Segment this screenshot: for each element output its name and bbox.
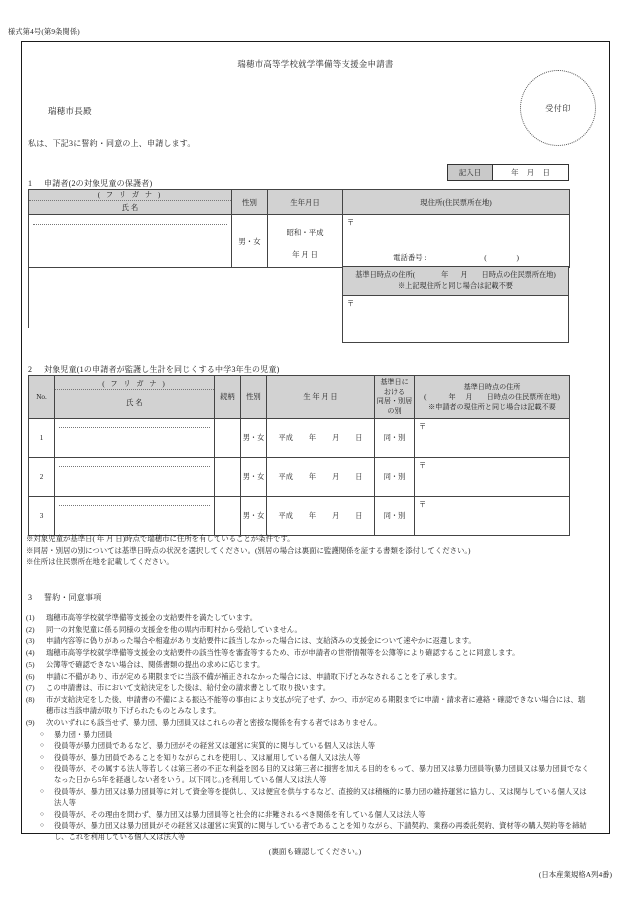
table-header-row (29, 190, 570, 215)
cohabit-l2: おける (383, 387, 406, 396)
tel-paren-close: ) (516, 253, 519, 262)
child-name-input-1[interactable] (55, 419, 215, 458)
child-gender-header: 性別 (241, 376, 267, 419)
base-date-addr-l1b: 日時点の住民票所在地) (481, 271, 556, 279)
applicant-name-header (29, 190, 232, 215)
child-no-2: 2 (29, 458, 55, 497)
applicant-table (28, 189, 570, 268)
child-era-2: 平成 (278, 473, 293, 481)
table-header-row (29, 376, 570, 419)
child-era-3: 平成 (278, 512, 293, 520)
applicant-ymd: 年 月 日 (292, 249, 318, 259)
base-date-address-table (342, 266, 569, 343)
child-cohabit-header (375, 376, 415, 419)
cohabit-l1: 基準日に (380, 378, 409, 386)
child-addr-l2b: 日時点の住民票所在地) (486, 393, 560, 401)
pledge-item-text: 申請に不備があり、市が定める期限までに当該不備が補正されなかった場合には、申請取下げとみなされることを了承します。 (46, 671, 462, 681)
base-date-address-header-row (343, 267, 569, 296)
bullet-item (26, 740, 592, 751)
pledge-item-number: (6) (26, 671, 35, 681)
page-title: 瑞穂市高等学校就学準備等支援金申請書 (237, 60, 394, 69)
note-line: ※同居・別居の別については基準日時点の状況を選択してください。(別居の場合は裏面に監護関係を証する書類を添付してください。) (26, 545, 471, 555)
bullet-item (26, 820, 592, 843)
paper-standard-note: (日本産業規格A列4番) (538, 870, 612, 879)
pledge-item-number: (8) (26, 694, 35, 704)
child-cohabit-input-2[interactable]: 同・別 (375, 458, 415, 497)
entry-date-box[interactable] (447, 164, 569, 181)
applicant-name-input[interactable] (29, 215, 232, 268)
section-2-heading (28, 364, 280, 375)
child-birthdate-input-1[interactable] (267, 419, 375, 458)
pledge-item-text: 公簿等で確認できない場合は、関係書類の提出の求めに応じます。 (46, 659, 265, 669)
base-date-address-input-row[interactable] (343, 296, 569, 343)
furigana-dotted-line (59, 427, 210, 428)
pledge-list (26, 612, 592, 843)
child-address-input-1[interactable] (415, 419, 570, 458)
pledge-item (26, 717, 592, 728)
applicant-gender-header: 性別 (232, 190, 268, 215)
postal-mark-icon: 〒 (419, 501, 427, 509)
postal-mark-icon: 〒 (419, 462, 427, 470)
bullet-text: 役員等が、その理由を問わず、暴力団又は暴力団員等と社会的に非難されるべき関係を有している個人又は法人等 (54, 809, 426, 819)
child-name-header (55, 376, 215, 419)
table-row[interactable] (29, 458, 570, 497)
name-label: 氏 名 (121, 203, 139, 212)
child-birthdate-input-2[interactable] (267, 458, 375, 497)
child-address-input-3[interactable] (415, 497, 570, 536)
bullet-item (26, 809, 592, 820)
section-3-number: 3 (28, 593, 33, 602)
child-month-3: 月 (332, 512, 340, 520)
child-day-1: 日 (355, 434, 363, 442)
child-addr-l2a: ( (424, 393, 427, 401)
pledge-item-number: (2) (26, 624, 35, 634)
tel-paren-open: ( (484, 253, 487, 262)
pledge-item-text: 申請内容等に偽りがあった場合や相違があり支給要件に該当しなかった場合には、支給済みの支援金について速やかに返還します。 (46, 636, 476, 646)
pledge-item (26, 635, 592, 646)
intro-text: 私は、下記3に誓約・同意の上、申請します。 (28, 139, 196, 148)
receipt-stamp-label: 受付印 (545, 103, 571, 113)
entry-date-fields[interactable] (493, 165, 568, 180)
applicant-left-blank-area (28, 266, 343, 328)
circle-bullet-icon: ○ (40, 742, 44, 750)
section-2-title: 対象児童(1の申請者が監護し生計を同じくする中学3年生の児童) (44, 365, 280, 374)
furigana-dotted-line (59, 466, 210, 467)
bullet-item (26, 763, 592, 786)
base-date-addr-year: 年 (441, 271, 449, 279)
child-year-3: 年 (308, 512, 317, 520)
receipt-stamp-circle (520, 70, 596, 146)
child-birthdate-input-3[interactable] (267, 497, 375, 536)
section-2-notes (26, 533, 586, 568)
child-relation-input-2[interactable] (215, 458, 241, 497)
base-date-addr-l2: ※上記現住所と同じ場合は記載不要 (397, 282, 513, 290)
circle-bullet-icon: ○ (40, 730, 44, 738)
cohabit-l3: 同居・別居 (376, 397, 413, 405)
child-day-3: 日 (355, 512, 363, 520)
base-date-addr-month: 月 (460, 271, 468, 279)
pledge-item (26, 612, 592, 623)
form-number: 様式第4号(第9条関係) (8, 28, 80, 36)
furigana-dotted-line (33, 224, 227, 225)
tel-label: 電話番号 : (393, 253, 427, 262)
child-relation-header: 続柄 (215, 376, 241, 419)
postal-mark-icon: 〒 (347, 300, 355, 308)
child-relation-input-3[interactable] (215, 497, 241, 536)
child-era-1: 平成 (278, 434, 293, 442)
entry-date-label: 記入日 (448, 165, 493, 180)
applicant-gender-input[interactable]: 男・女 (232, 215, 268, 268)
applicant-birthdate-header: 生年月日 (268, 190, 343, 215)
pledge-item (26, 659, 592, 670)
applicant-address-header: 現住所(住民票所在地) (343, 190, 570, 215)
child-year-1: 年 (308, 434, 317, 442)
section-3-title: 誓約・同意事項 (44, 593, 102, 602)
pledge-item-number: (1) (26, 613, 35, 622)
table-input-row[interactable] (29, 215, 570, 268)
table-row[interactable] (29, 419, 570, 458)
applicant-tel-line[interactable] (343, 252, 569, 263)
pledge-item (26, 624, 592, 635)
circle-bullet-icon: ○ (40, 810, 44, 818)
child-addr-l3: ※申請者の現住所と同じ場合は記載不要 (428, 403, 556, 411)
base-date-address-header (343, 267, 569, 296)
base-date-address-input[interactable] (343, 296, 569, 343)
entry-date-month: 月 (526, 168, 535, 177)
pledge-item-text: 同一の対象児童に係る同様の支援金を他の県内市町村から受給していません。 (46, 624, 302, 634)
child-name-input-3[interactable] (55, 497, 215, 536)
child-relation-input-1[interactable] (215, 419, 241, 458)
child-month-2: 月 (332, 473, 340, 481)
section-1-number: 1 (28, 179, 33, 188)
applicant-address-input[interactable] (343, 215, 570, 268)
pledge-item-number: (3) (26, 636, 35, 646)
bullet-text: 役員等が、その属する法人等若しくは第三者の不正な利益を図る目的又は第三者に損害を加える目的をもって、暴力団又は暴力団員等(暴力団員又は暴力団員でなくなった日から5年を経過しない者をいう。以下同じ。)を利用している個人又は法人等 (54, 763, 589, 785)
name-label: 氏 名 (126, 398, 143, 407)
pledge-item (26, 647, 592, 658)
pledge-item (26, 682, 592, 693)
entry-date-year: 年 (511, 168, 519, 177)
child-month-1: 月 (332, 434, 340, 442)
child-day-2: 日 (355, 473, 363, 481)
pledge-item-text: 次のいずれにも該当せず、暴力団、暴力団員又はこれらの者と密接な関係を有する者ではありません。 (46, 718, 382, 728)
child-no-1: 1 (29, 419, 55, 458)
pledge-item-text: 瑞穂市高等学校就学準備等支援金の支給要件の該当性等を審査等するため、市が申請者の世帯情報等を公簿等により確認することに同意します。 (46, 648, 520, 658)
bullet-text: 暴力団・暴力団員 (54, 729, 113, 739)
furigana-label: ( フ リ ガ ナ ) (55, 379, 214, 390)
base-date-addr-l1a: 基準日時点の住所( (355, 271, 416, 279)
target-children-table (28, 375, 570, 536)
circle-bullet-icon: ○ (40, 753, 44, 761)
section-3-heading (28, 592, 101, 603)
pledge-item-number: (4) (26, 648, 35, 658)
applicant-era-options: 昭和・平成 (286, 227, 324, 237)
child-no-3: 3 (29, 497, 55, 536)
section-1-heading (28, 178, 152, 189)
child-gender-input-2[interactable]: 男・女 (241, 458, 267, 497)
child-cohabit-input-1[interactable]: 同・別 (375, 419, 415, 458)
circle-bullet-icon: ○ (40, 787, 44, 795)
bullet-text: 役員等が、暴力団又は暴力団員がその経営又は運営に実質的に関与している者であることを知りながら、下請契約、業務の再委託契約、資材等の購入契約等を締結し、これを利用している個人又は法人等 (54, 820, 587, 842)
pledge-item-number: (7) (26, 683, 35, 693)
child-cohabit-input-3[interactable]: 同・別 (375, 497, 415, 536)
furigana-dotted-line (59, 505, 210, 506)
entry-date-day: 日 (542, 168, 550, 177)
note-line: ※住所は住民票所在地を記載してください。 (26, 557, 174, 567)
child-birthdate-header: 生 年 月 日 (267, 376, 375, 419)
child-addr-year: 年 (448, 393, 456, 401)
circle-bullet-icon: ○ (40, 764, 44, 772)
pledge-item-number: (5) (26, 659, 35, 669)
table-row[interactable] (29, 497, 570, 536)
bullet-text: 役員等が暴力団員であるなど、暴力団がその経営又は運営に実質的に関与している個人又は法人等 (54, 741, 376, 751)
cohabit-l4: の別 (387, 406, 402, 415)
furigana-label: ( フ リ ガ ナ ) (29, 190, 231, 201)
section-2-number: 2 (28, 365, 33, 374)
exclusion-bullet-list (26, 729, 592, 843)
child-address-header (415, 376, 570, 419)
child-gender-input-1[interactable]: 男・女 (241, 419, 267, 458)
child-addr-l1: 基準日時点の住所 (463, 383, 521, 391)
pledge-item-text: 市が支給決定をした後、申請書の不備による振込不能等の事由により支払が完了せず、かつ、市が定める期限までに申請・請求者に連絡・確認できない場合には、瑞穂市は当該申請が取り下げられたものとみなします。 (46, 694, 586, 716)
child-year-2: 年 (308, 473, 317, 481)
bullet-item (26, 786, 592, 809)
child-addr-month: 月 (465, 393, 473, 401)
bullet-text: 役員等が、暴力団又は暴力団員等に対して資金等を提供し、又は便宜を供与するなど、直接的又は積極的に暴力団の維持運営に協力し、又は関与している個人又は法人等 (54, 786, 587, 808)
bullet-item (26, 729, 592, 740)
bullet-item (26, 752, 592, 763)
addressee-line: 瑞穂市長殿 (48, 107, 92, 116)
bullet-text: 役員等が、暴力団員であることを知りながらこれを使用し、又は雇用している個人又は法人等 (54, 752, 361, 762)
pledge-item-number: (9) (26, 718, 35, 728)
child-gender-input-3[interactable]: 男・女 (241, 497, 267, 536)
postal-mark-icon: 〒 (419, 423, 427, 431)
child-name-input-2[interactable] (55, 458, 215, 497)
pledge-item (26, 694, 592, 717)
postal-mark-icon: 〒 (347, 219, 355, 227)
applicant-birthdate-input[interactable] (268, 215, 343, 268)
child-address-input-2[interactable] (415, 458, 570, 497)
pledge-item (26, 671, 592, 682)
child-no-header: No. (29, 376, 55, 419)
note-line: ※対象児童が基準日( 年 月 日)時点で瑞穂市に住所を有していることが条件です。 (26, 534, 295, 543)
back-side-note: (裏面も確認してください。) (268, 847, 362, 856)
pledge-item-text: この申請書は、市において支給決定をした後は、給付金の請求書として取り扱います。 (46, 683, 330, 693)
circle-bullet-icon: ○ (40, 821, 44, 829)
pledge-item-text: 瑞穂市高等学校就学準備等支援金の支給要件を満たしています。 (46, 613, 258, 622)
section-1-title: 申請者(2の対象児童の保護者) (44, 179, 153, 188)
